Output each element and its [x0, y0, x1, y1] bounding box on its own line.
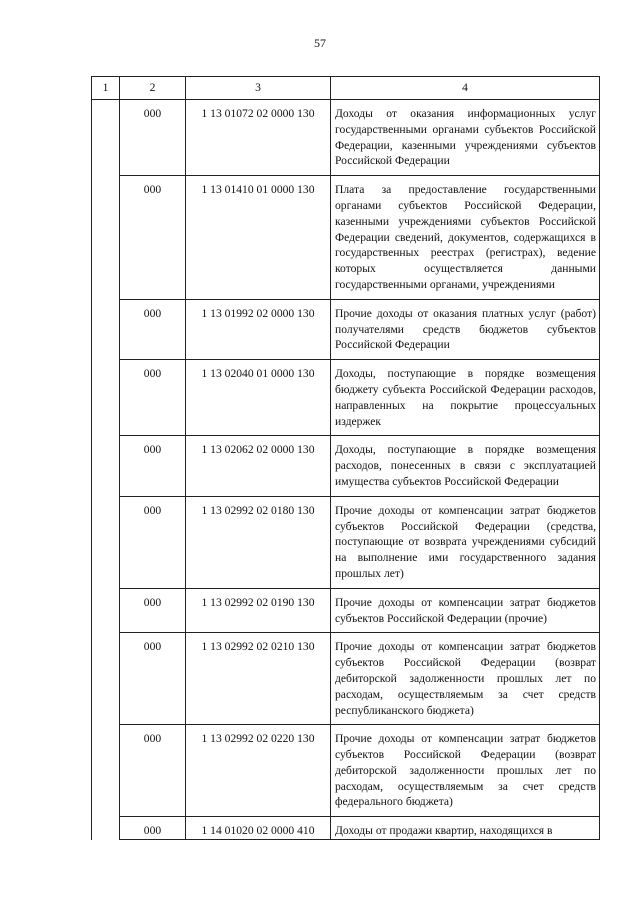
income-name: Плата за предоставление государственными органами субъектов Российской Федерации, казенными учреждениями субъектов Российской Федерации сведений, документов, содержащихся в государственных реестрах (регистрах), ведение которых осуществляется данными государственными органами, учреждениями — [335, 183, 596, 291]
table-header-row — [92, 77, 600, 100]
income-name: Прочие доходы от компенсации затрат бюджетов субъектов Российской Федерации (возврат дебиторской задолженности прошлых лет по расходам, осуществляемым за счет средств республиканского бюджета) — [335, 640, 596, 717]
admin-code: 000 — [143, 107, 162, 120]
budget-code: 1 13 02040 01 0000 130 — [201, 367, 315, 381]
table-row — [92, 496, 600, 588]
admin-code: 000 — [143, 503, 162, 517]
budget-code: 1 13 02062 02 0000 130 — [201, 443, 315, 457]
admin-code: 000 — [143, 824, 162, 838]
admin-code: 000 — [143, 595, 162, 609]
budget-code: 1 13 02992 02 0210 130 — [201, 640, 315, 654]
income-name: Прочие доходы от компенсации затрат бюджетов субъектов Российской Федерации (прочие) — [335, 595, 596, 625]
table-row — [92, 633, 600, 725]
income-name: Прочие доходы от компенсации затрат бюджетов субъектов Российской Федерации (возврат дебиторской задолженности прошлых лет по расходам, осуществляемым за счет средств федерального бюджета) — [335, 732, 596, 809]
column-header-3: 3 — [186, 77, 331, 100]
admin-code: 000 — [143, 306, 162, 320]
admin-code: 000 — [143, 367, 162, 381]
income-name: Доходы, поступающие в порядке возмещения расходов, понесенных в связи с эксплуатацией имущества субъектов Российской Федерации — [335, 443, 596, 488]
table-row — [92, 817, 600, 840]
admin-code: 000 — [143, 640, 162, 654]
table-row — [92, 299, 600, 359]
budget-code: 1 13 01410 01 0000 130 — [201, 183, 315, 197]
budget-code: 1 13 01992 02 0000 130 — [201, 306, 315, 320]
income-name: Доходы, поступающие в порядке возмещения бюджету субъекта Российской Федерации расходов, направленных на покрытие процессуальных издержек — [335, 367, 596, 428]
merged-column-1-cell — [92, 100, 120, 840]
income-name: Доходы от продажи квартир, находящихся в — [335, 824, 553, 838]
column-header-4: 4 — [331, 77, 600, 100]
table-row — [92, 176, 600, 300]
budget-code: 1 14 01020 02 0000 410 — [201, 824, 315, 838]
page-number: 57 — [314, 36, 326, 50]
column-header-1: 1 — [92, 77, 120, 100]
income-name: Доходы от оказания информационных услуг государственными органами субъектов Российской Федерации, казенными учреждениями субъектов Российской Федерации — [335, 107, 596, 168]
budget-code: 1 13 02992 02 0180 130 — [201, 503, 315, 517]
table-row — [92, 360, 600, 436]
budget-code: 1 13 02992 02 0220 130 — [201, 732, 315, 746]
table-row — [92, 588, 600, 633]
budget-classification-table — [91, 76, 600, 840]
table-row — [92, 725, 600, 817]
budget-code: 1 13 02992 02 0190 130 — [201, 595, 315, 609]
table-row — [92, 100, 600, 176]
table-row — [92, 436, 600, 496]
admin-code: 000 — [143, 443, 162, 457]
income-name: Прочие доходы от оказания платных услуг (работ) получателями средств бюджетов субъектов Российской Федерации — [335, 306, 596, 352]
admin-code: 000 — [143, 183, 162, 197]
budget-code: 1 13 01072 02 0000 130 — [201, 107, 315, 120]
column-header-2: 2 — [120, 77, 186, 100]
income-name: Прочие доходы от компенсации затрат бюджетов субъектов Российской Федерации (средства, поступающие от возврата учреждениями субсидий на выполнение ими государственного задания прошлых лет) — [335, 503, 596, 580]
admin-code: 000 — [143, 732, 162, 746]
